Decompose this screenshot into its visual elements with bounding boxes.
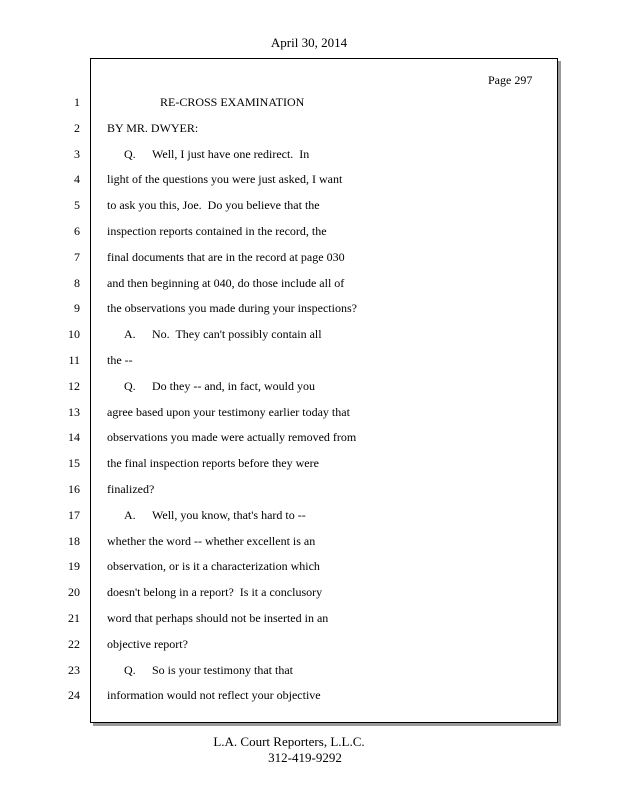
line-number: 12 [68,379,80,393]
line-text: light of the questions you were just asked, I want [107,172,343,186]
line-number: 11 [68,353,80,367]
line-number: 1 [74,95,80,109]
qa-label: Q. [124,147,136,161]
qa-label: Q. [124,663,136,677]
line-number: 10 [68,327,80,341]
qa-label: Q. [124,379,136,393]
line-number: 7 [74,250,80,264]
line-text: doesn't belong in a report? Is it a conclusory [107,585,323,599]
line-text: word that perhaps should not be inserted in an [107,611,329,625]
line-number: 16 [68,482,80,496]
line-number: 18 [68,534,80,548]
line-text: finalized? [107,482,155,496]
line-number: 3 [74,147,80,161]
qa-text: No. They can't possibly contain all [152,327,322,341]
line-text: objective report? [107,637,188,651]
line-text: RE-CROSS EXAMINATION [160,95,305,109]
page-number: Page 297 [488,73,533,87]
line-text: BY MR. DWYER: [107,121,199,135]
line-text: whether the word -- whether excellent is an [107,534,316,548]
line-text: the final inspection reports before they were [107,456,319,470]
line-text: observation, or is it a characterization which [107,559,320,573]
line-text [124,379,315,394]
line-number: 2 [74,121,80,135]
reporter-phone: 312-419-9292 [268,750,342,765]
line-text [124,663,293,678]
line-number: 21 [68,611,80,625]
qa-text: So is your testimony that that [152,663,293,677]
qa-text: Well, you know, that's hard to -- [152,508,306,522]
line-text [124,147,309,162]
line-number: 19 [68,559,80,573]
line-number: 13 [68,405,80,419]
line-number: 8 [74,276,80,290]
transcript-date: April 30, 2014 [270,35,348,50]
line-number: 6 [74,224,80,238]
line-text: to ask you this, Joe. Do you believe that the [107,198,320,212]
line-number: 20 [68,585,80,599]
line-text: information would not reflect your objective [107,688,321,702]
line-number: 5 [74,198,80,212]
line-number: 14 [68,430,80,444]
line-number: 9 [74,301,80,315]
qa-text: Do they -- and, in fact, would you [152,379,315,393]
line-text: the -- [107,353,133,367]
line-number: 4 [74,172,80,186]
qa-text: Well, I just have one redirect. In [152,147,310,161]
line-number: 17 [68,508,80,522]
line-text: and then beginning at 040, do those include all of [107,276,345,290]
line-number: 15 [68,456,80,470]
qa-label: A. [124,327,136,341]
line-number: 24 [68,688,80,702]
reporter-company: L.A. Court Reporters, L.L.C. [213,734,365,749]
line-number: 23 [68,663,80,677]
line-text: agree based upon your testimony earlier today that [107,405,350,419]
line-number: 22 [68,637,80,651]
qa-label: A. [124,508,136,522]
line-text: final documents that are in the record at page 030 [107,250,345,264]
line-text: observations you made were actually removed from [107,430,357,444]
line-text: inspection reports contained in the record, the [107,224,327,238]
line-text [124,327,322,342]
line-text [124,508,306,523]
line-text: the observations you made during your inspections? [107,301,357,315]
